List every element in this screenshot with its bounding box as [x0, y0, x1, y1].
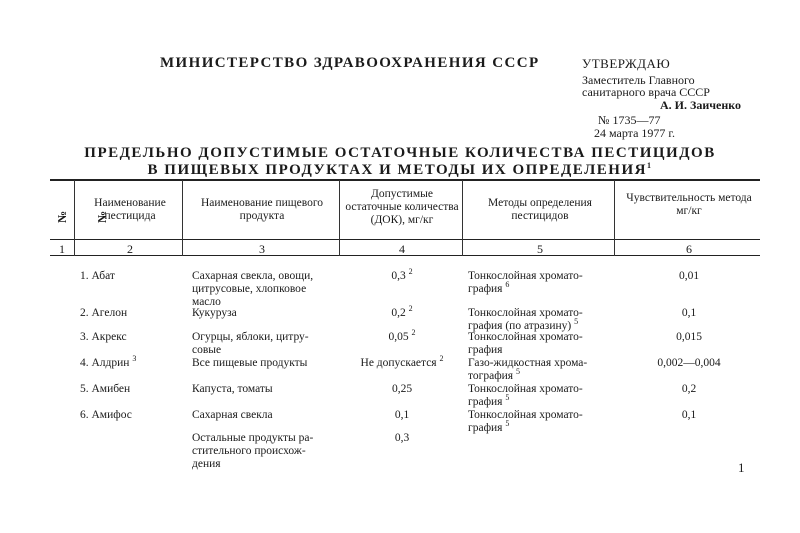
- product-text: цитрусовые, хлопковое: [192, 283, 307, 295]
- title-footnote: 1: [646, 161, 653, 170]
- method-footnote: 5: [515, 367, 520, 377]
- method-line: [468, 367, 520, 383]
- pesticide-name-text: 1. Абат: [80, 270, 115, 282]
- dok-text: 0,05: [388, 331, 409, 343]
- method-line: [468, 393, 510, 409]
- column-number-6: 6: [686, 242, 692, 256]
- product-line: [192, 283, 306, 296]
- method-text: графия: [468, 422, 503, 434]
- product-line: [192, 307, 237, 320]
- pesticide-name: [80, 383, 130, 396]
- product-text: Огурцы, яблоки, цитру-: [192, 331, 309, 343]
- dok-value: [344, 383, 460, 396]
- dok-value: [344, 432, 460, 445]
- column-number-3: 3: [259, 242, 265, 256]
- product-text: совые: [192, 344, 222, 356]
- sensitivity-text: 0,2: [681, 383, 697, 395]
- column-number-4: 4: [399, 242, 405, 256]
- document-title-line1: ПРЕДЕЛЬНО ДОПУСТИМЫЕ ОСТАТОЧНЫЕ КОЛИЧЕСТВА ПЕСТИЦИДОВ: [84, 145, 716, 161]
- dok-text: 0,3: [391, 270, 406, 282]
- doc-date: 24 марта 1977 г.: [594, 126, 675, 140]
- sensitivity-value: [620, 270, 758, 283]
- doc-number: № 1735—77: [598, 113, 661, 127]
- method-text: графия (по атразину): [468, 320, 572, 332]
- ministry-title: МИНИСТЕРСТВО ЗДРАВООХРАНЕНИЯ СССР: [160, 55, 540, 71]
- page-number: 1: [738, 460, 745, 475]
- table-top-rule: [50, 179, 760, 181]
- col-divider-4: [462, 180, 463, 256]
- pesticide-name-text: 2. Агелон: [80, 307, 128, 319]
- dok-value: [344, 304, 460, 320]
- approver-name: А. И. Заиченко: [660, 98, 742, 112]
- product-line: [192, 409, 273, 422]
- column-number-5: 5: [537, 242, 543, 256]
- product-text: Остальные продукты ра-: [192, 432, 314, 444]
- dok-footnote: 2: [408, 267, 413, 277]
- pesticide-name: [80, 331, 127, 344]
- method-text: графия: [468, 344, 503, 356]
- column-header-dok: Допустимые остаточные количества (ДОК), мг/кг: [345, 188, 459, 226]
- sensitivity-value: [620, 409, 758, 422]
- column-header-method: Методы определения пестицидов: [488, 197, 592, 222]
- pesticide-name: [80, 270, 115, 283]
- method-footnote: 5: [505, 419, 510, 429]
- sensitivity-value: [620, 383, 758, 396]
- document-title-line2: [0, 162, 800, 179]
- method-line: [468, 409, 583, 422]
- method-line: [468, 344, 502, 357]
- dok-value: [344, 328, 460, 344]
- method-text: Тонкослойная хромато-: [468, 409, 583, 421]
- product-text: масло: [192, 296, 221, 308]
- product-text: Капуста, томаты: [192, 383, 273, 395]
- dok-value: [344, 409, 460, 422]
- pesticide-name: [80, 409, 132, 422]
- product-line: [192, 458, 221, 471]
- product-line: [192, 331, 309, 344]
- method-text: Тонкослойная хромато-: [468, 307, 583, 319]
- method-line: [468, 307, 583, 320]
- method-line: [468, 270, 583, 283]
- product-line: [192, 357, 307, 370]
- sensitivity-value: [620, 331, 758, 344]
- dok-value: [344, 267, 460, 283]
- method-text: графия: [468, 283, 503, 295]
- product-line: [192, 445, 306, 458]
- method-line: [468, 357, 587, 370]
- col-divider-5: [614, 180, 615, 256]
- sensitivity-text: 0,1: [681, 409, 697, 421]
- product-text: Кукуруза: [192, 307, 237, 319]
- dok-footnote: 2: [411, 328, 416, 338]
- product-line: [192, 344, 221, 357]
- dok-text: Не допускается: [360, 357, 437, 369]
- document-title-line2-text: В ПИЩЕВЫХ ПРОДУКТАХ И МЕТОДЫ ИХ ОПРЕДЕЛЕНИЯ: [147, 162, 647, 178]
- sensitivity-text: 0,015: [676, 331, 702, 343]
- product-text: Сахарная свекла: [192, 409, 273, 421]
- dok-value: [344, 354, 460, 370]
- sensitivity-text: 0,01: [678, 270, 700, 282]
- pesticide-name-text: 6. Амифос: [80, 409, 132, 421]
- pesticide-name: [80, 354, 137, 370]
- product-text: дения: [192, 458, 221, 470]
- col-divider-3: [339, 180, 340, 256]
- sensitivity-text: 0,002—0,004: [657, 357, 721, 369]
- column-number-2: 2: [127, 242, 133, 256]
- product-text: Сахарная свекла, овощи,: [192, 270, 314, 282]
- pesticide-name-text: 3. Акрекс: [80, 331, 127, 343]
- product-text: Все пищевые продукты: [192, 357, 308, 369]
- pesticide-name-text: 4. Алдрин: [80, 357, 130, 369]
- column-number-1: 1: [59, 242, 65, 256]
- dok-footnote: 2: [408, 304, 413, 314]
- pesticide-name: [80, 307, 127, 320]
- pesticide-footnote: 3: [132, 354, 137, 364]
- product-line: [192, 270, 313, 283]
- dok-footnote: 2: [439, 354, 444, 364]
- method-line: [468, 280, 510, 296]
- column-header-product: Наименование пищевого продукта: [200, 197, 324, 222]
- approver-title-2: санитарного врача СССР: [582, 85, 710, 99]
- method-text: Тонкослойная хромато-: [468, 383, 583, 395]
- method-line: [468, 383, 583, 396]
- method-footnote: 6: [505, 280, 510, 290]
- approver-title-1: Заместитель Главного: [582, 73, 695, 87]
- sensitivity-value: [620, 357, 758, 370]
- product-text: стительного происхож-: [192, 445, 306, 457]
- method-line: [468, 419, 510, 435]
- method-footnote: 5: [505, 393, 510, 403]
- method-text: Тонкослойная хромато-: [468, 270, 583, 282]
- column-header-pesticide: Наименование пестицида: [94, 197, 166, 222]
- table-header-rule: [50, 239, 760, 240]
- dok-text: 0,3: [394, 432, 410, 444]
- column-header-number: №№: [55, 210, 109, 224]
- method-text: тография: [468, 370, 514, 382]
- method-text: графия: [468, 396, 503, 408]
- method-footnote: 5: [574, 317, 579, 327]
- sensitivity-text: 0,1: [681, 307, 697, 319]
- dok-text: 0,1: [394, 409, 410, 421]
- approve-label: УТВЕРЖДАЮ: [582, 56, 671, 71]
- method-text: Тонкослойная хромато-: [468, 331, 583, 343]
- sensitivity-value: [620, 307, 758, 320]
- product-line: [192, 383, 273, 396]
- dok-text: 0,2: [391, 307, 406, 319]
- method-text: Газо-жидкостная хрома-: [468, 357, 588, 369]
- column-header-sensitivity: Чувствительность метода мг/кг: [626, 192, 752, 217]
- product-line: [192, 432, 313, 445]
- pesticide-name-text: 5. Амибен: [80, 383, 131, 395]
- method-line: [468, 331, 583, 344]
- dok-text: 0,25: [391, 383, 413, 395]
- col-divider-2: [182, 180, 183, 256]
